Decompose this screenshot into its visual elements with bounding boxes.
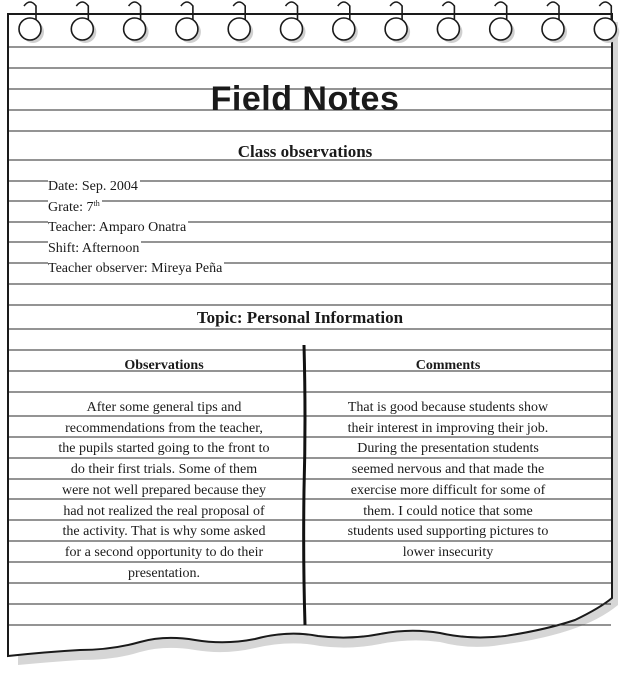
binder-hole [19,18,41,40]
info-grade [48,200,102,216]
info-date: Date: Sep. 2004 [48,179,138,194]
comments-line: seemed nervous and that made the [351,462,545,478]
topic-heading: Topic: Personal Information [196,308,404,327]
binder-hole [228,18,250,40]
comments-line: exercise more difficult for some of [350,482,546,498]
binder-hole [124,18,146,40]
observations-line: the pupils started going to the front to [58,441,270,457]
observations-line: had not realized the real proposal of [63,503,265,519]
binder-hole [281,18,303,40]
comments-line: That is good because students show [347,400,549,415]
binder-hole [71,18,93,40]
binder-hole [594,18,616,40]
comments-line: During the presentation students [357,441,539,457]
column-header-observations: Observations [124,358,204,373]
section-heading-class-observations: Class observations [237,142,373,161]
comments-line: their interest in improving their job. [347,420,549,436]
observations-line: the activity. That is why some asked [62,524,266,540]
comments-line: lower insecurity [402,544,494,560]
column-divider [304,345,305,625]
info-shift: Shift: Afternoon [48,241,140,256]
column-header-comments: Comments [415,358,481,373]
info-grade-text: Grate: 7 [48,200,94,215]
binder-hole [490,18,512,40]
observations-line: presentation. [128,565,200,581]
comments-line: them. I could notice that some [363,503,533,519]
observations-line: After some general tips and [86,400,242,415]
page-title: Field Notes [210,80,400,118]
comments-line: students used supporting pictures to [347,524,549,540]
info-teacher: Teacher: Amparo Onatra [48,220,187,235]
binder-hole [176,18,198,40]
observations-text [38,398,290,584]
comments-text [318,398,578,564]
binder-hole [542,18,564,40]
info-grade-superscript: th [93,199,100,208]
observations-line: for a second opportunity to do their [64,544,264,560]
binder-hole [333,18,355,40]
binder-hole [437,18,459,40]
binder-hole [385,18,407,40]
observations-line: recommendations from the teacher, [65,420,263,436]
observations-line: were not well prepared because they [61,482,267,498]
observations-line: do their first trials. Some of them [70,462,258,478]
info-observer: Teacher observer: Mireya Peña [48,261,223,276]
